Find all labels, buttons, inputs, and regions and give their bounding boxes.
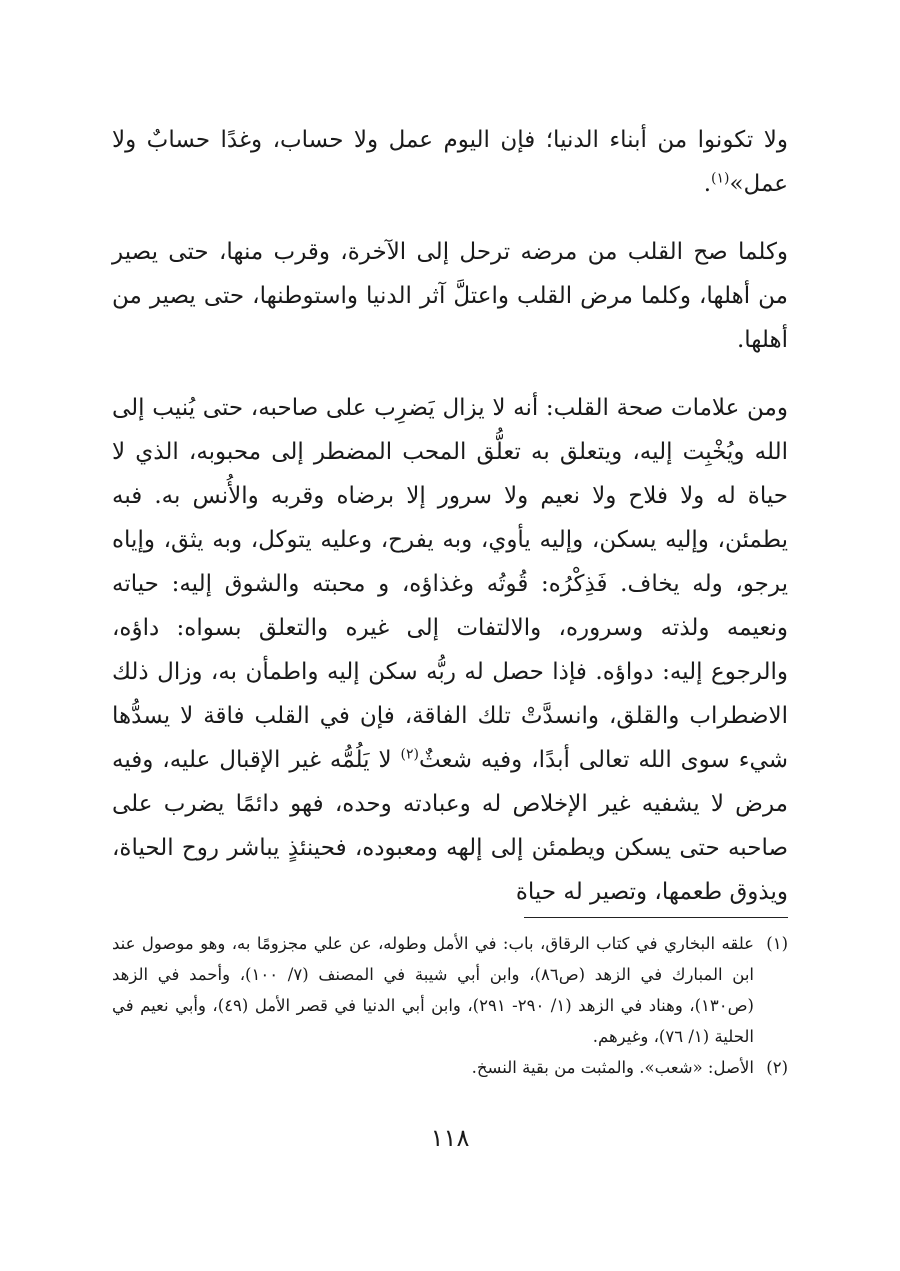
footnote-1: [112, 928, 788, 1052]
paragraph-3-text-a: ومن علامات صحة القلب: أنه لا يزال يَضرِب على صاحبه، حتى يُنيب إلى الله ويُخْبِت إليه، ويتعلق به تعلُّق المحب المضطر إلى محبوبه، الذي لا حياة له ولا فلاح ولا نعيم ولا سرور إلا برضاه وقربه والأُنس به. فبه يطمئن، وإليه يسكن، وإليه يأوي، وبه يفرح، وعليه يتوكل، وبه يثق، وإياه يرجو، وله يخاف. فَذِكْرُه: قُوتُه وغذاؤه، و محبته والشوق إليه: حياته ونعيمه ولذته وسروره، والالتفات إلى غيره والتعلق بسواه: داؤه، والرجوع إليه: دواؤه. فإذا حصل له ربُّه سكن إليه واطمأن به، وزال ذلك الاضطراب والقلق، وانسدَّتْ تلك الفاقة، فإن في القلب فاقة لا يسدُّها شيء سوى الله تعالى أبدًا، وفيه شعثٌ: [112, 395, 789, 773]
paragraph-1-text: ولا تكونوا من أبناء الدنيا؛ فإن اليوم عمل ولا حساب، وغدًا حسابٌ ولا عمل»: [112, 127, 788, 197]
footnote-divider: [524, 917, 788, 918]
footnotes: [112, 928, 788, 1083]
footnote-2: [112, 1052, 788, 1083]
page-number: ١١٨: [430, 1124, 470, 1152]
footnote-2-text: الأصل: «شعب». والمثبت من بقية النسخ.: [471, 1058, 754, 1077]
footnote-ref-2[interactable]: (٢): [400, 746, 420, 763]
paragraph-3-text-b: لا يَلُمُّه غير الإقبال عليه، وفيه مرض لا يشفيه غير الإخلاص له وعبادته وحده، فهو دائمًا يضرب على صاحبه حتى يسكن ويطمئن إلى إلهه ومعبوده، فحينئذٍ يباشر روح الحياة، ويذوق طعمها، وتصير له حياة: [112, 747, 788, 905]
footnote-1-text: علقه البخاري في كتاب الرقاق، باب: في الأمل وطوله، عن علي مجزومًا به، وهو موصول عند ابن المبارك في الزهد (ص٨٦)، وابن أبي شيبة في المصنف (٧/ ١٠٠)، وأحمد في الزهد (ص١٣٠)، وهناد في الزهد (١/ ٢٩٠- ٢٩١)، وابن أبي الدنيا في قصر الأمل (٤٩)، وأبي نعيم في الحلية (١/ ٧٦)، وغيرهم.: [112, 934, 755, 1046]
footnote-1-number: (١): [766, 934, 788, 953]
paragraph-1: [112, 118, 788, 206]
main-text: [112, 118, 788, 938]
paragraph-2: وكلما صح القلب من مرضه ترحل إلى الآخرة، وقرب منها، حتى يصير من أهلها، وكلما مرض القلب واعتلَّ آثر الدنيا واستوطنها، حتى يصير من أهلها.: [112, 239, 788, 353]
paragraph-3: [112, 386, 788, 914]
paragraph-1-end: .: [703, 171, 712, 197]
footnote-ref-1[interactable]: (١): [711, 170, 730, 187]
footnote-2-number: (٢): [766, 1058, 788, 1077]
